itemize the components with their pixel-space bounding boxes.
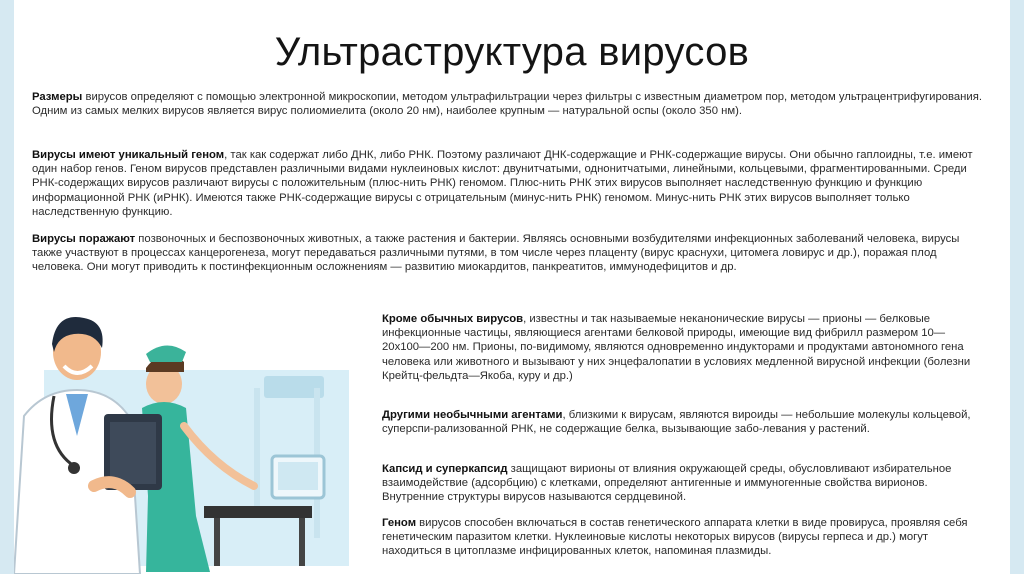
paragraph-lead: Вирусы имеют уникальный геном [32,149,225,161]
slide [14,0,1010,574]
paragraph-genome [32,148,982,219]
paragraph-body: защищают вирионы от влияния окружающей среды, обусловливают избирательное взаимодействие (адсорбцию) с клетками, определяют антигенные и иммуногенные свойства вирионов. Внутренние структуры вирусов называются сердцевиной. [382,463,952,504]
doctor-and-nurse-illustration [14,296,366,574]
paragraph-hosts [32,232,982,275]
paragraph-body: , близкими к вирусам, являются вироиды — небольшие молекулы кольцевой, суперспи-рализованной РНК, не содержащие белка, вызывающие забо-левания у растений. [382,409,971,436]
paragraph-lead: Кроме обычных вирусов [382,313,524,325]
paragraph-body: , известны и так называемые неканонические вирусы — прионы — белковые инфекционные частицы, являющиеся агентами белковой природы, имеющие вид фибрилл размером 10—20x100—200 нм. Прионы, по-видимому, являются одновременно индукторами и продуктами автономного гена человека или животного и вызывают у них энцефалопатии в условиях медленной вирусной инфекции (болезни Крейтц-фельдта—Якоба, куру и др.) [382,313,971,382]
paragraph-body: , так как содержат либо ДНК, либо РНК. Поэтому различают ДНК-содержащие и РНК-содержащие вирусы. Они обычно гаплоидны, т.е. имеют один набор генов. Геном вирусов представлен различными видами нуклеиновых кислот: двунитчатыми, однонитчатыми, линейными, кольцевыми, фрагментированными. Среди РНК-содержащих вирусов различают вирусы с положительным (плюс-нить РНК) геномом. Плюс-нить РНК этих вирусов выполняет наследственную функцию и функцию информационной РНК (иРНК). Имеются также РНК-содержащие вирусы с отрицательным (минус-нить РНК) геномом. Минус-нить РНК этих вирусов выполняет только наследственную функцию. [32,149,973,218]
paragraph-body: вирусов определяют с помощью электронной микроскопии, методом ультрафильтрации через фильтры с известным диаметром пор, методом ультрацентрифугирования. Одним из самых мелких вирусов является вирус полиомиелита (около 20 нм), наиболее крупным — натуральной оспы (около 350 нм). [32,91,982,118]
paragraph-body: вирусов способен включаться в состав генетического аппарата клетки в виде провируса, проявляя себя генетическим паразитом клетки. Нуклеиновые кислоты некоторых вирусов (вирусы герпеса и др.) могут находиться в цитоплазме инфицированных клеток, напоминая плазмиды. [382,517,968,558]
slide-title: Ультраструктура вирусов [274,30,750,74]
paragraph-lead: Другими необычными агентами [382,409,563,421]
paragraph-lead: Геном [382,517,417,529]
paragraph-provirus [382,516,982,559]
paragraph-lead: Вирусы поражают [32,233,136,245]
paragraph-body: позвоночных и беспозвоночных животных, а также растения и бактерии. Являясь основными возбудителями инфекционных заболеваний человека, вирусы также участвуют в процессах канцерогенеза, могут передаваться различными путями, в том числе через плаценту (вирус краснухи, цитомега ловирус и др.), поражая плод человека. Они могут приводить к постинфекционным осложнениям — развитию миокардитов, панкреатитов, иммунодефицитов и др. [32,233,960,274]
paragraph-viroids [382,408,982,436]
paragraph-prions [382,312,982,383]
paragraph-lead: Размеры [32,91,83,103]
paragraph-sizes [32,90,982,118]
paragraph-capsid [382,462,982,505]
paragraph-lead: Капсид и суперкапсид [382,463,508,475]
